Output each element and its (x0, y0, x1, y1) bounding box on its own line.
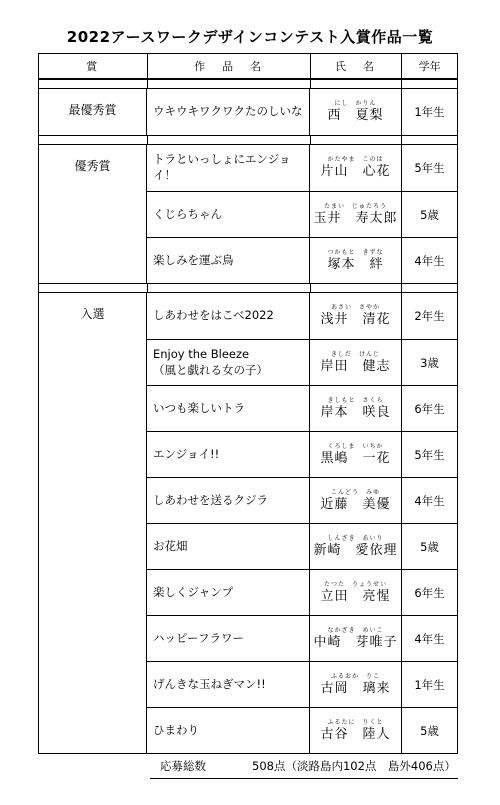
award-entries (147, 89, 457, 135)
name-reading: たつた りょうせい (323, 580, 387, 588)
grade: 5歳 (420, 207, 439, 222)
artist-name: 塚本 絆 (327, 256, 384, 272)
artist-name-cell (310, 616, 402, 661)
artist-name-cell (310, 662, 402, 707)
artist-name: 新崎 愛依理 (313, 542, 398, 558)
spacer-cell (39, 284, 148, 292)
artist-name-cell (310, 570, 402, 615)
work-title: エンジョイ!! (147, 432, 310, 477)
name-reading: くろしま いちか (327, 442, 384, 450)
award-label: 最優秀賞 (39, 89, 147, 135)
work-title: お花畑 (147, 524, 310, 569)
name-reading: つかもと きずな (327, 248, 384, 256)
work-title: ウキウキワクワクたのしいな (147, 89, 310, 135)
table-row (147, 293, 457, 339)
grade: 4年生 (414, 631, 445, 646)
spacer-cell (148, 136, 310, 144)
table-row (147, 237, 457, 283)
table-row (147, 569, 457, 615)
work-title: ハッピーフラワー (147, 616, 310, 661)
table-header (39, 54, 457, 80)
artist-name-cell (310, 89, 402, 135)
work-title: Enjoy the Bleeze （風と戯れる女の子） (147, 340, 310, 385)
artist-name-cell (310, 478, 402, 523)
artist-name: 立田 亮惺 (320, 588, 391, 604)
artist-name: 古岡 璃来 (320, 680, 391, 696)
work-title: げんきな玉ねぎマン!! (147, 662, 310, 707)
grade: 1年生 (414, 105, 445, 119)
spacer-cell (39, 80, 148, 88)
name-reading: きしだ けんじ (330, 350, 380, 358)
footer-divider (150, 778, 458, 779)
work-title: くじらちゃん (147, 192, 310, 237)
group-spacer (39, 135, 457, 144)
artist-name-cell (310, 293, 402, 339)
work-title: 楽しみを運ぶ鳥 (147, 238, 310, 283)
award-groups (39, 80, 457, 753)
artist-name: 西 夏梨 (327, 108, 384, 123)
table-row (147, 477, 457, 523)
grade: 5歳 (420, 723, 439, 738)
header-name: 氏 名 (311, 54, 403, 78)
total-entries (160, 758, 456, 774)
total-value: 508点（淡路島内102点 島外406点） (252, 759, 456, 773)
name-reading: たまい じゅたろう (323, 202, 387, 210)
work-title: トラといっしょにエンジョイ！ (147, 145, 310, 191)
artist-name: 黒嶋 一花 (320, 450, 391, 466)
grade: 5年生 (414, 447, 445, 462)
artist-name: 浅井 清花 (320, 312, 391, 327)
grade: 4年生 (414, 493, 445, 508)
name-reading: あさい さやか (330, 304, 380, 311)
work-title: いつも楽しいトラ (147, 386, 310, 431)
artist-name-cell (310, 708, 402, 753)
award-group (39, 88, 457, 135)
artist-name: 中崎 芽唯子 (313, 634, 398, 650)
spacer-cell (148, 284, 310, 292)
header-work: 作 品 名 (148, 54, 310, 78)
spacer-cell (148, 80, 310, 88)
name-reading: なかざき めいこ (327, 626, 384, 634)
grade: 1年生 (414, 677, 445, 692)
table-row (147, 89, 457, 135)
page-title: 2022アースワークデザインコンテスト入賞作品一覧 (66, 28, 434, 46)
table-row (147, 339, 457, 385)
spacer-cell (402, 284, 457, 292)
award-label: 優秀賞 (39, 145, 147, 283)
header-award: 賞 (39, 54, 148, 78)
artist-name: 岸本 咲良 (320, 404, 391, 420)
table-row (147, 707, 457, 753)
spacer-cell (311, 136, 403, 144)
work-title: 楽しくジャンプ (147, 570, 310, 615)
name-reading: ふるおか りこ (330, 672, 380, 680)
grade: 5年生 (414, 161, 445, 175)
grade: 6年生 (414, 585, 445, 600)
work-title: しあわせを送るクジラ (147, 478, 310, 523)
awards-table (38, 53, 458, 754)
spacer-cell (39, 136, 148, 144)
grade: 4年生 (414, 253, 445, 268)
award-group (39, 292, 457, 753)
artist-name: 古谷 陸人 (320, 726, 391, 742)
spacer-cell (311, 284, 403, 292)
table-row (147, 431, 457, 477)
artist-name-cell (310, 524, 402, 569)
award-entries (147, 293, 457, 753)
artist-name: 片山 心花 (320, 164, 391, 179)
artist-name-cell (310, 238, 402, 283)
grade: 2年生 (414, 309, 445, 323)
artist-name-cell (310, 192, 402, 237)
spacer-cell (402, 80, 457, 88)
name-reading: かたやま このは (327, 156, 384, 163)
award-label: 入選 (39, 293, 147, 753)
grade: 6年生 (414, 401, 445, 416)
award-entries (147, 145, 457, 283)
table-row (147, 615, 457, 661)
name-reading: こんどう みゆ (330, 488, 380, 496)
spacer-cell (311, 80, 403, 88)
artist-name: 岸田 健志 (320, 358, 391, 374)
work-title: しあわせをはこべ2022 (147, 293, 310, 339)
name-reading: しんざき あいり (327, 534, 384, 542)
name-reading: ふるたに りくと (327, 718, 384, 726)
grade: 5歳 (420, 539, 439, 554)
name-reading: きしもと さくら (327, 396, 384, 404)
table-row (147, 191, 457, 237)
artist-name-cell (310, 340, 402, 385)
artist-name: 玉井 寿太郎 (313, 210, 398, 226)
award-group (39, 144, 457, 283)
artist-name-cell (310, 145, 402, 191)
table-row (147, 661, 457, 707)
artist-name: 近藤 美優 (320, 496, 391, 512)
table-row (147, 523, 457, 569)
table-row (147, 385, 457, 431)
artist-name-cell (310, 386, 402, 431)
spacer-cell (402, 136, 457, 144)
total-label: 応募総数 (160, 759, 206, 773)
grade: 3歳 (420, 355, 439, 370)
artist-name-cell (310, 432, 402, 477)
group-spacer (39, 283, 457, 292)
name-reading: にし かりん (334, 100, 377, 107)
work-title: ひまわり (147, 708, 310, 753)
table-row (147, 145, 457, 191)
group-spacer (39, 80, 457, 88)
header-grade: 学年 (418, 60, 441, 73)
